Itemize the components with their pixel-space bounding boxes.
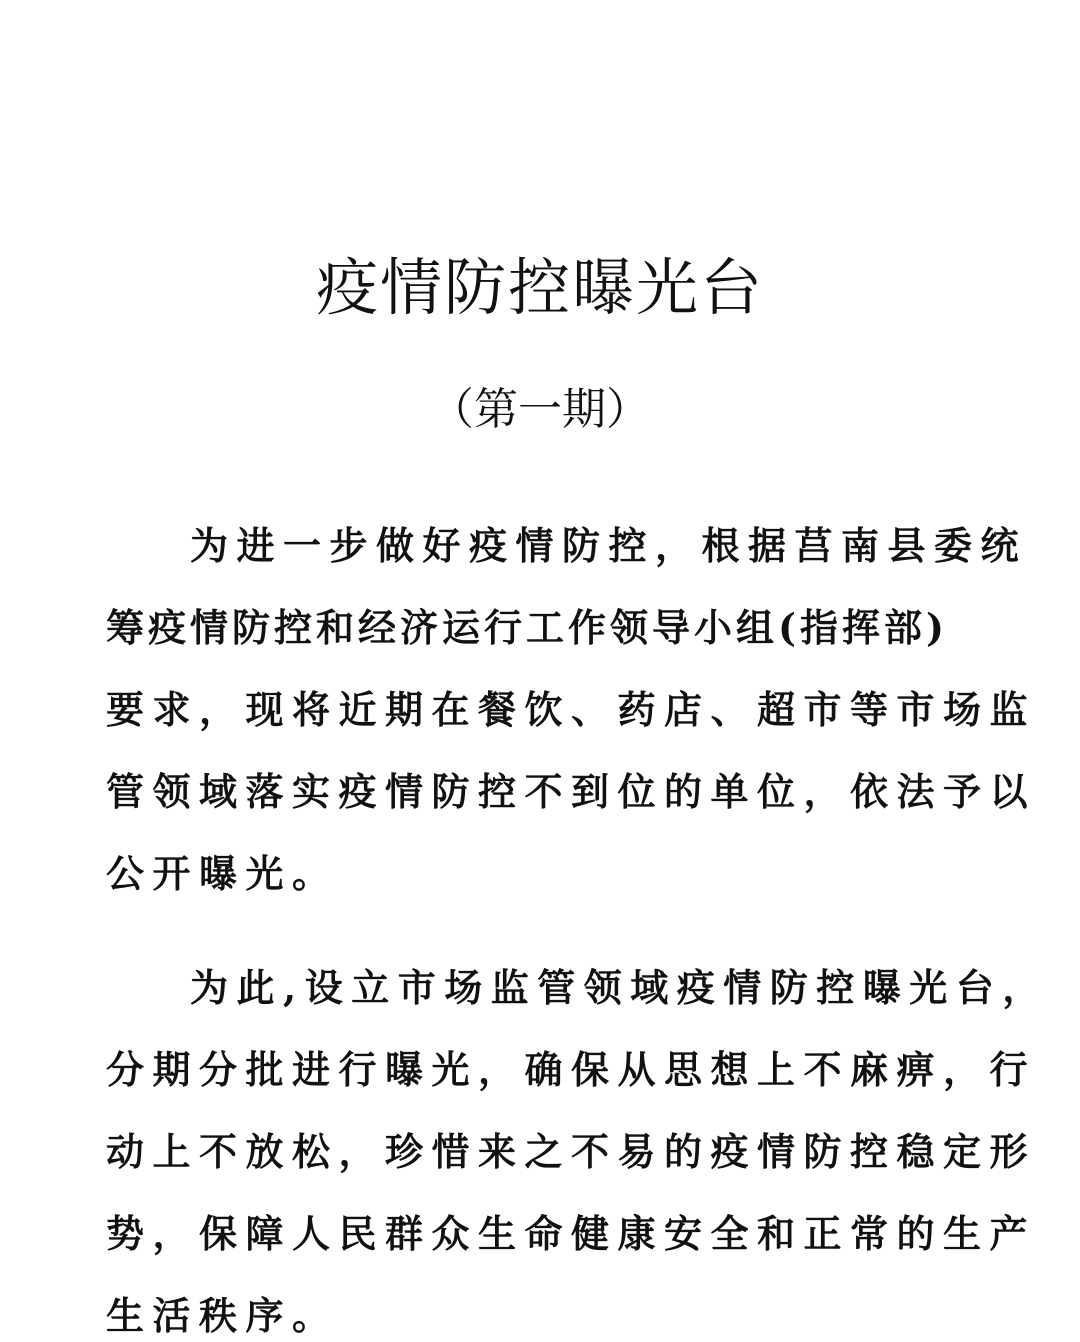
paragraph-line: 为进一步做好疫情防控，根据莒南县委统: [190, 523, 1028, 568]
paragraph-line: 要求，现将近期在餐饮、药店、超市等市场监: [106, 687, 1037, 732]
paragraph-line: 生活秩序。: [106, 1293, 339, 1338]
document-title: 疫情防控曝光台: [315, 251, 764, 324]
document-subtitle: （第一期）: [430, 384, 650, 435]
paragraph-line: 筹疫情防控和经济运行工作领导小组(指挥部): [106, 605, 948, 650]
paragraph-line: 分期分批进行曝光，确保从思想上不麻痹，行: [106, 1047, 1037, 1092]
paragraph-line: 动上不放松，珍惜来之不易的疫情防控稳定形: [106, 1129, 1037, 1174]
paragraph-line: 为此,设立市场监管领域疫情防控曝光台，: [190, 965, 1049, 1010]
paragraph-line: 势，保障人民群众生命健康安全和正常的生产: [106, 1211, 1037, 1256]
paragraph-line: 公开曝光。: [106, 851, 339, 896]
paragraph-line: 管领域落实疫情防控不到位的单位，依法予以: [106, 769, 1037, 814]
